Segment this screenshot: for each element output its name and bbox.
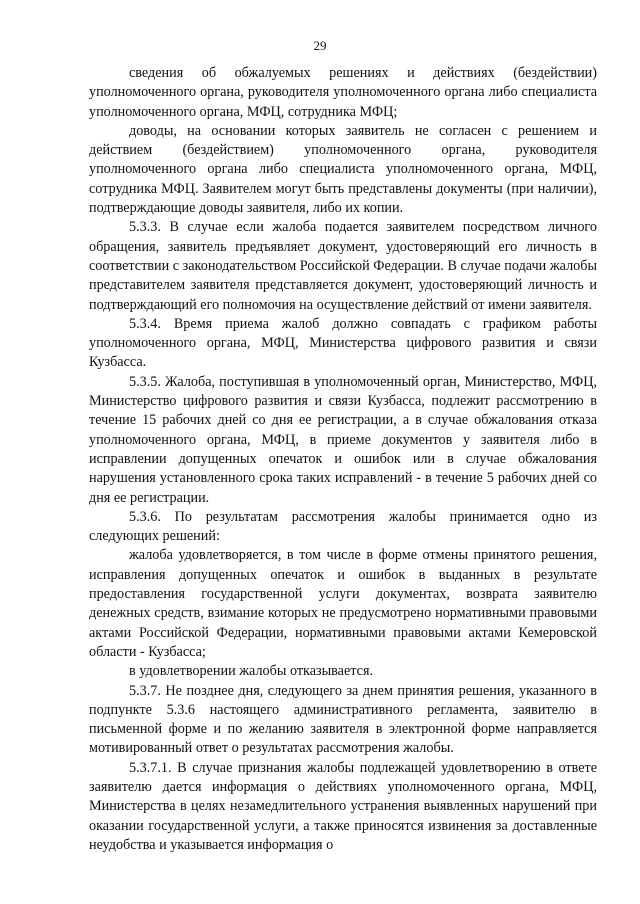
paragraph: 5.3.4. Время приема жалоб должно совпадать с графиком работы уполномоченного органа, МФЦ, Министерства цифрового развития и связи Кузбасса. xyxy=(89,315,597,371)
paragraph: 5.3.6. По результатам рассмотрения жалобы принимается одно из следующих решений: xyxy=(89,508,597,545)
paragraph: 5.3.5. Жалоба, поступившая в уполномоченный орган, Министерство, МФЦ, Министерство цифрового развития и связи Кузбасса, подлежит рассмотрению в течение 15 рабочих дней со дня ее регистрации, а в случае обжалования отказа уполномоченного органа, МФЦ, в приеме документов у заявителя либо в исправлении допущенных опечаток и ошибок или в случае обжалования нарушения установленного срока таких исправлений - в течение 5 рабочих дней со дня ее регистрации. xyxy=(89,373,597,506)
paragraph: 5.3.3. В случае если жалоба подается заявителем посредством личного обращения, заявитель предъявляет документ, удостоверяющий его личность в соответствии с законодательством Российской Федерации. В случае подачи жалобы представителем заявителя представляется документ, удостоверяющий личность и подтверждающий его полномочия на осуществление действий от имени заявителя. xyxy=(89,219,597,313)
page-number: 29 xyxy=(313,38,327,53)
document-body xyxy=(89,64,597,855)
paragraph: доводы, на основании которых заявитель не согласен с решением и действием (бездействием) уполномоченного органа, руководителя уполномоченного органа либо специалиста уполномоченного органа, МФЦ, сотрудника МФЦ. Заявителем могут быть представлены документы (при наличии), подтверждающие доводы заявителя, либо их копии. xyxy=(89,122,597,217)
paragraph: жалоба удовлетворяется, в том числе в форме отмены принятого решения, исправления допущенных опечаток и ошибок в выданных в результате предоставления государственной услуги документах, возврата заявителю денежных средств, взимание которых не предусмотрено нормативными правовыми актами Российской Федерации, нормативными правовыми актами Кемеровской области - Кузбасса; xyxy=(89,547,597,660)
paragraph: в удовлетворении жалобы отказывается. xyxy=(129,663,374,680)
paragraph: 5.3.7. Не позднее дня, следующего за днем принятия решения, указанного в подпункте 5.3.6 настоящего административного регламента, заявителю в письменной форме и по желанию заявителя в электронной форме направляется мотивированный ответ о результатах рассмотрения жалобы. xyxy=(89,682,597,757)
paragraph: сведения об обжалуемых решениях и действиях (бездействии) уполномоченного органа, руководителя уполномоченного органа либо специалиста уполномоченного органа, МФЦ, сотрудника МФЦ; xyxy=(89,65,597,120)
paragraph: 5.3.7.1. В случае признания жалобы подлежащей удовлетворению в ответе заявителю дается информация о действиях уполномоченного органа, МФЦ, Министерства в целях незамедлительного устранения выявленных нарушений при оказании государственной услуги, а также приносятся извинения за доставленные неудобства и указывается информация о xyxy=(89,759,597,853)
